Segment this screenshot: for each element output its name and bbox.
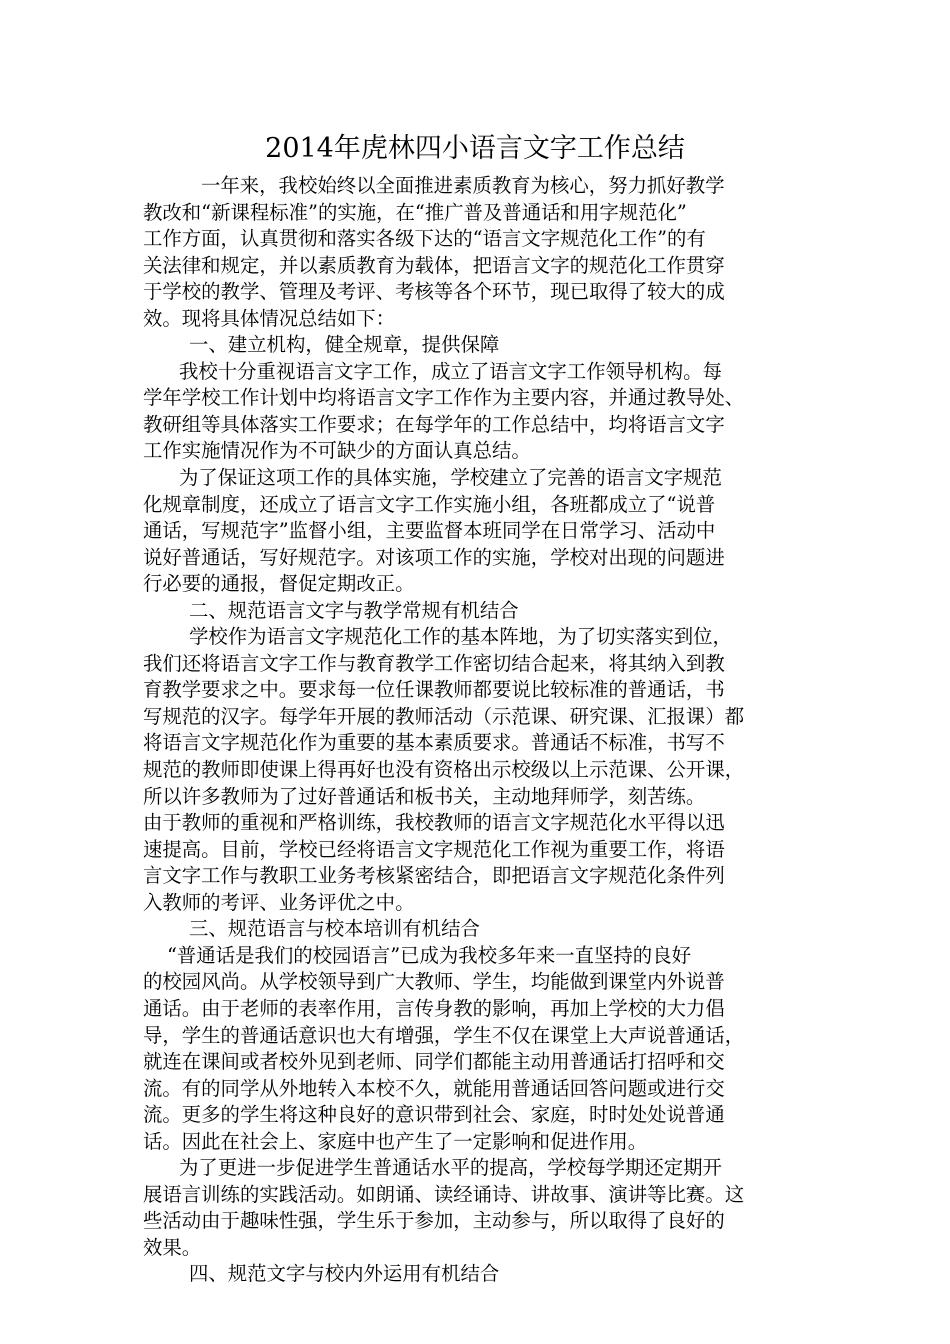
body-line: 一年来，我校始终以全面推进素质教育为核心，努力抓好教学: [201, 174, 725, 197]
body-line: 我们还将语言文字工作与教育教学工作密切结合起来，将其纳入到教: [143, 651, 725, 675]
body-line: 为了更进一步促进学生普通话水平的提高，学校每学期还定期开: [179, 1156, 722, 1180]
body-line: 育教学要求之中。要求每一位任课教师都要说比较标准的普通话，书: [143, 678, 725, 702]
body-line: 效。现将具体情况总结如下：: [143, 306, 396, 330]
body-line: 教改和“新课程标准”的实施，在“推广普及普通话和用字规范化”: [143, 200, 687, 224]
body-line: 化规章制度，还成立了语言文字工作实施小组，各班都成立了“说普: [143, 492, 716, 516]
body-line: 工作方面，认真贯彻和落实各级下达的“语言文字规范化工作”的有: [143, 227, 706, 251]
body-line: 言文字工作与教职工业务考核紧密结合，即把语言文字规范化条件列: [143, 864, 725, 888]
body-line: 关法律和规定，并以素质教育为载体，把语言文字的规范化工作贯穿: [143, 253, 725, 277]
body-line: 工作实施情况作为不可缺少的方面认真总结。: [143, 439, 531, 463]
body-line: 流。更多的学生将这种良好的意识带到社会、家庭，时时处处说普通: [143, 1103, 725, 1127]
body-line: 学年学校工作计划中均将语言文字工作作为主要内容，并通过教导处、: [143, 386, 745, 410]
body-line: 速提高。目前，学校已经将语言文字规范化工作视为重要工作，将语: [143, 837, 725, 861]
body-line: 学校作为语言文字规范化工作的基本阵地，为了切实落实到位，: [189, 625, 732, 649]
body-line: 入教师的考评、业务评优之中。: [143, 890, 415, 914]
document-body: [143, 173, 823, 1288]
body-line: 我校十分重视语言文字工作，成立了语言文字工作领导机构。每: [179, 359, 722, 383]
body-line: 行必要的通报，督促定期改正。: [143, 572, 415, 596]
body-line: 四、规范文字与校内外运用有机结合: [189, 1262, 500, 1286]
body-line: 话。因此在社会上、家庭中也产生了一定影响和促进作用。: [143, 1129, 648, 1153]
body-line: 写规范的汉字。每学年开展的教师活动（示范课、研究课、汇报课）都: [143, 704, 745, 728]
body-line: 于学校的教学、管理及考评、考核等各个环节，现已取得了较大的成: [143, 280, 725, 304]
body-line: 导，学生的普通话意识也大有增强，学生不仅在课堂上大声说普通话，: [143, 1023, 745, 1047]
body-line: 通话，写规范字”监督小组，主要监督本班同学在日常学习、活动中: [143, 519, 716, 543]
body-line: 三、规范语言与校本培训有机结合: [189, 917, 480, 941]
body-line: 通话。由于老师的表率作用，言传身教的影响，再加上学校的大力倡: [143, 996, 725, 1020]
body-line: 说好普通话，写好规范字。对该项工作的实施，学校对出现的问题进: [143, 545, 725, 569]
body-line: 的校园风尚。从学校领导到广大教师、学生，均能做到课堂内外说普: [143, 970, 725, 994]
body-line: 展语言训练的实践活动。如朗诵、读经诵诗、讲故事、演讲等比赛。这: [143, 1182, 745, 1206]
body-line: 将语言文字规范化作为重要的基本素质要求。普通话不标准，书写不: [143, 731, 725, 755]
body-line: 所以许多教师为了过好普通话和板书关，主动地拜师学，刻苦练。: [143, 784, 706, 808]
body-line: 些活动由于趣味性强，学生乐于参加，主动参与，所以取得了良好的: [143, 1209, 725, 1233]
body-line: 由于教师的重视和严格训练，我校教师的语言文字规范化水平得以迅: [143, 811, 725, 835]
body-line: 教研组等具体落实工作要求；在每学年的工作总结中，均将语言文字: [143, 412, 725, 436]
body-line: 二、规范语言文字与教学常规有机结合: [189, 598, 519, 622]
body-line: 一、建立机构，健全规章，提供保障: [189, 333, 500, 357]
document-title: 2014年虎林四小语言文字工作总结: [265, 133, 685, 164]
body-line: 就连在课间或者校外见到老师、同学们都能主动用普通话打招呼和交: [143, 1050, 725, 1074]
body-line: 为了保证这项工作的具体实施，学校建立了完善的语言文字规范: [179, 466, 722, 490]
body-line: 规范的教师即使课上得再好也没有资格出示校级以上示范课、公开课，: [143, 758, 745, 782]
body-line: 效果。: [143, 1235, 202, 1259]
body-line: 流。有的同学从外地转入本校不久，就能用普通话回答问题或进行交: [143, 1076, 725, 1100]
body-line: “普通话是我们的校园语言”已成为我校多年来一直坚持的良好: [167, 943, 691, 967]
